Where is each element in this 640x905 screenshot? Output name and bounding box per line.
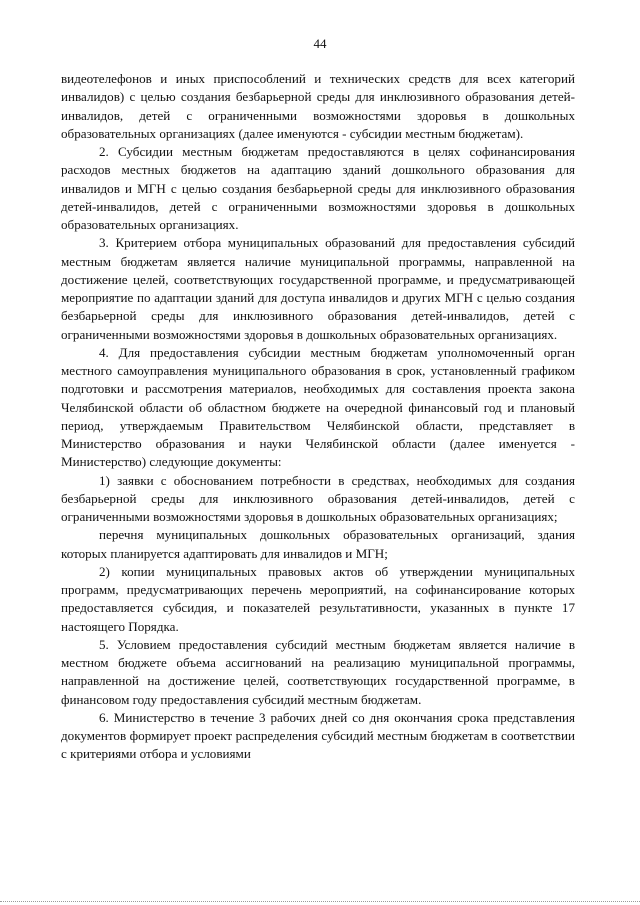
document-body — [61, 70, 575, 764]
paragraph-subitem-2: 2) копии муниципальных правовых актов об утверждении муниципальных программ, предусматривающих перечень мероприятий, на софинансирование которых предоставляется субсидия, и показателей результативности, указанных в пункте 17 настоящего Порядка. — [61, 563, 575, 634]
paragraph-item-2: 2. Субсидии местным бюджетам предоставляются в целях софинансирования расходов местных бюджетов на адаптацию зданий дошкольного образования для инвалидов и МГН с целью создания безбарьерной среды для инклюзивного образования детей-инвалидов, детей с ограниченными возможностями здоровья в дошкольных образовательных организациях. — [61, 144, 575, 232]
page-number: 44 — [313, 36, 327, 51]
paragraph-subitem-list: перечня муниципальных дошкольных образовательных организаций, здания которых планируется адаптировать для инвалидов и МГН; — [61, 527, 575, 561]
paragraph-subitem-1: 1) заявки с обоснованием потребности в средствах, необходимых для создания безбарьерной среды для инклюзивного образования детей-инвалидов, детей с ограниченными возможностями здоровья в дошкольных образовательных организациях; — [61, 472, 575, 524]
paragraph-item-3: 3. Критерием отбора муниципальных образований для предоставления субсидий местным бюджетам является наличие муниципальной программы, направленной на достижение целей, соответствующих государственной программе, и предусматривающей мероприятие по адаптации зданий для доступа инвалидов и других МГН с целью создания безбарьерной среды для инклюзивного образования детей-инвалидов, детей с ограниченными возможностями здоровья в дошкольных образовательных организациях. — [61, 235, 575, 342]
paragraph-item-6: 6. Министерство в течение 3 рабочих дней со дня окончания срока представления документов формирует проект распределения субсидий местным бюджетам в соответствии с критериями отбора и условиями — [61, 709, 575, 762]
paragraph-item-5: 5. Условием предоставления субсидий местным бюджетам является наличие в местном бюджете объема ассигнований на реализацию муниципальной программы, направленной на достижение целей, соответствующих государственной программе, в финансовом году предоставления субсидий местным бюджетам. — [61, 636, 575, 707]
paragraph-item-4: 4. Для предоставления субсидии местным бюджетам уполномоченный орган местного самоуправления муниципального образования в срок, установленный графиком подготовки и рассмотрения материалов, необходимых для составления проекта закона Челябинской области об областном бюджете на очередной финансовый год и плановый период, утверждаемым Правительством Челябинской области, представляет в Министерство образования и науки Челябинской области (далее именуется - Министерство) следующие документы: — [61, 344, 575, 470]
paragraph-continuation: видеотелефонов и иных приспособлений и технических средств для всех категорий инвалидов) с целью создания безбарьерной среды для инклюзивного образования детей-инвалидов, детей с ограниченными возможностями здоровья в дошкольных образовательных организациях (далее именуются - субсидии местным бюджетам). — [61, 71, 575, 141]
scan-edge-divider — [0, 901, 640, 902]
